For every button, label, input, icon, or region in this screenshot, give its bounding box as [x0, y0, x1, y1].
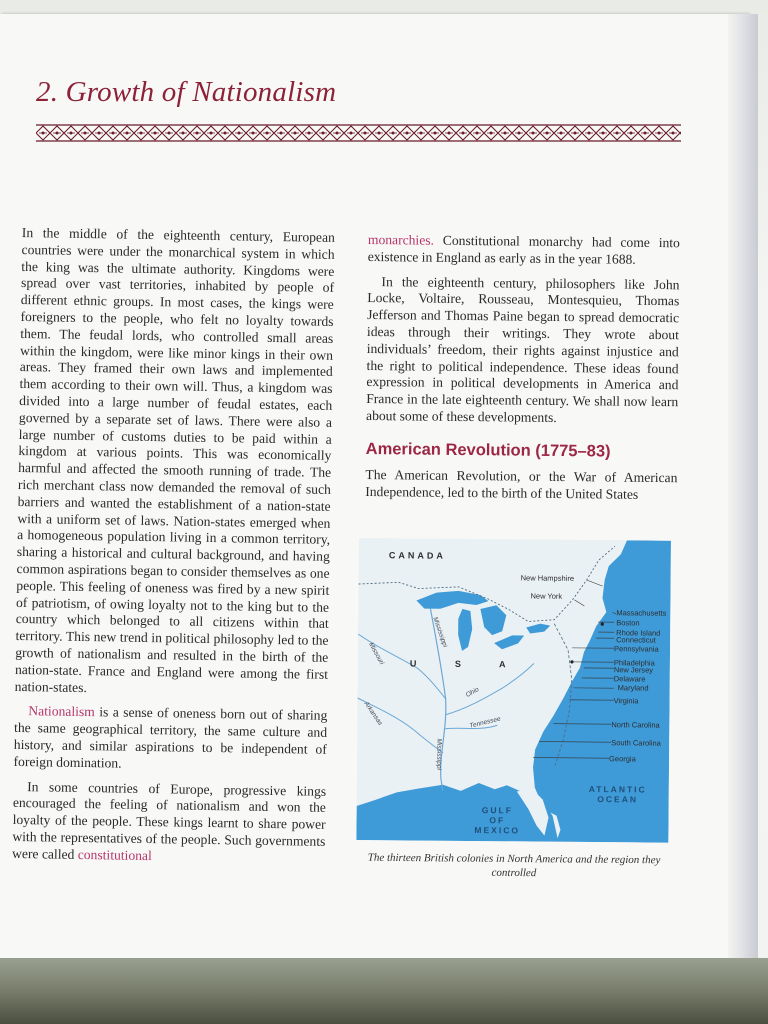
label-gulf-of-mexico [474, 805, 520, 835]
label-maryland: Maryland [617, 683, 649, 693]
label-river-mississippi-upper: Mississippi [431, 616, 449, 649]
label-north-carolina: North Carolina [611, 720, 660, 730]
label-river-missouri: Missouri [367, 641, 386, 666]
label-boston: Boston [616, 618, 640, 628]
label-usa: U S A [409, 658, 524, 670]
paragraph-nationalism-definition [13, 703, 327, 775]
label-delaware: Delaware [613, 674, 646, 684]
label-canada: CANADA [388, 550, 446, 561]
label-rhode-island: Rhode Island [616, 628, 661, 638]
chapter-title: 2. Growth of Nationalism [36, 76, 337, 108]
label-south-carolina: South Carolina [611, 738, 661, 748]
right-column [365, 232, 680, 504]
ocean-text: OCEAN [597, 794, 639, 805]
nationalism-definition-text: is a sense of oneness born out of sharing the same geographical territory, the same culture and history, and similar aspirations to be independent of foreign domination. [13, 704, 328, 771]
label-new-hampshire: New Hampshire [520, 573, 575, 583]
paragraph-feudal-kingdoms: In the middle of the eighteenth century, European countries were under the monarchical system in which the king was the ultimate authority. Kingdoms were spread over vast territories, inhabited by people of different ethnic groups. In most cases, the kings were foreigners to the people, who felt no loyalty towards them. The feudal lords, who controlled small areas within the kingdom, were like minor kings in their own areas. They framed their own laws and implemented them according to their own will. Thus, a kingdom was divided into a large number of feudal estates, each governed by a separate set of laws. There were also a large number of customs duties to be paid within a kingdom at various points. This was economically harmful and affected the smooth running of trade. The rich merchant class now demanded the removal of such barriers and wanted the establishment of a nation-state with a uniform set of laws. Nation-states emerged when a homogeneous population living in a common territory, sharing a historical and cultural background, and having common aspirations began to consider themselves as one people. This feeling of oneness was fired by a new spirit of patriotism, of owing loyalty not to the king but to the country which belonged to all citizens within that territory. This new trend in political philosophy led to the growth of nationalism and resulted in the birth of the nation-state. France and England were among the first nation-states. [14, 225, 335, 695]
label-philadelphia: Philadelphia [613, 658, 655, 668]
page-edge [728, 14, 758, 959]
label-connecticut: Connecticut [616, 635, 656, 645]
label-virginia: Virginia [613, 696, 639, 706]
gulf-text: GULF [481, 805, 514, 816]
term-constitutional: constitutional [77, 846, 152, 863]
label-river-ohio: Ohio [464, 686, 481, 699]
term-monarchies: monarchies. [367, 232, 435, 248]
paragraph-philosophers: In the eighteenth century, philosophers like John Locke, Voltaire, Rousseau, Montesquieu, Thomas Jefferson and Thomas Paine began to spread democratic ideas through their writings. They wrote about individuals’ freedom, their rights against injustice and the right to political independence. These ideas found expression in political developments in America and France in the late eighteenth century. We shall now learn about some of these developments. [366, 273, 680, 425]
paragraph-constitutional-monarchy [368, 232, 680, 269]
label-new-jersey: New Jersey [613, 665, 654, 675]
label-new-york: New York [530, 591, 563, 601]
term-nationalism: Nationalism [28, 703, 95, 720]
paragraph-american-revolution: The American Revolution, or the War of American Independence, led to the birth of the United States [365, 466, 678, 502]
atlantic-text: ATLANTIC [588, 784, 647, 795]
left-column [12, 225, 335, 867]
of-text: OF [489, 815, 506, 826]
label-river-mississippi-lower: Mississippi [435, 738, 443, 770]
label-georgia: Georgia [609, 754, 636, 764]
decorative-border [36, 122, 681, 144]
section-heading-american-revolution: American Revolution (1775–83) [365, 439, 611, 461]
map-thirteen-colonies [356, 538, 671, 843]
label-pennsylvania: Pennsylvania [614, 644, 659, 654]
label-river-tennessee: Tennessee [469, 715, 502, 730]
scanner-bottom-band [0, 958, 768, 1024]
label-atlantic-ocean [589, 784, 647, 805]
map-caption: The thirteen British colonies in North America and the region they controlled [367, 851, 661, 880]
label-massachusetts: Massachusetts [616, 608, 667, 618]
mexico-text: MEXICO [474, 825, 521, 836]
progressive-kings-text: In some countries of Europe, progressive kings encouraged the feeling of nationalism and won the loyalty of the people. These kings learnt to share power with the representatives of the people. Such governments were called [12, 778, 327, 862]
constitutional-monarchy-text: Constitutional monarchy had come into existence in England as early as in the year 1688. [367, 232, 680, 267]
paragraph-progressive-kings [12, 778, 326, 867]
label-river-arkansas: Arkansas [362, 700, 384, 727]
